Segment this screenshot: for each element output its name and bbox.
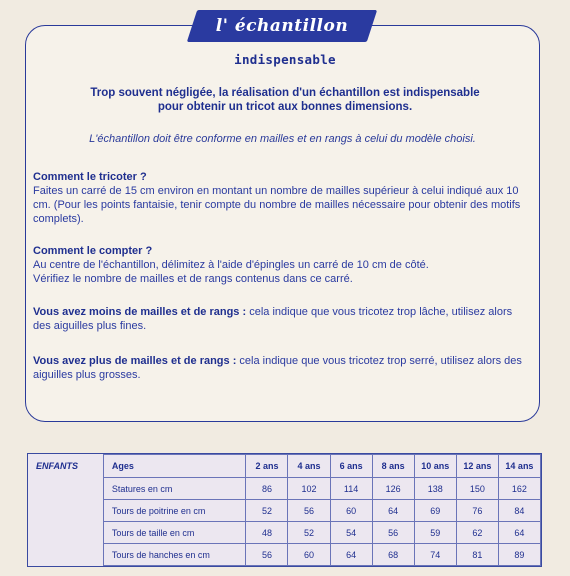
table-header-cell: 2 ans	[246, 455, 288, 478]
badge-title: l' échantillon	[215, 16, 349, 36]
table-cell: 86	[246, 478, 288, 500]
table-cell: 59	[414, 522, 456, 544]
section-count	[33, 244, 528, 286]
section-heading: Vous avez plus de mailles et de rangs :	[33, 355, 237, 367]
table-cell: 89	[498, 544, 540, 566]
table-cell: 52	[246, 500, 288, 522]
table-row	[28, 522, 541, 544]
table-cell: 64	[330, 544, 372, 566]
row-label: Tours de hanches en cm	[103, 544, 246, 566]
table-cell: 56	[246, 544, 288, 566]
table-header-row	[28, 455, 541, 478]
section-heading: Comment le compter ?	[33, 245, 153, 257]
section-fewer	[33, 305, 528, 333]
section-text: cela indique que vous tricotez trop serré, utilisez alors des aiguilles plus grosses.	[33, 355, 522, 381]
section-heading: Comment le tricoter ?	[33, 171, 147, 183]
row-label: Tours de poitrine en cm	[103, 500, 246, 522]
table-header-label: Ages	[103, 455, 246, 478]
table-header-cell: 14 ans	[498, 455, 540, 478]
table-cell-empty	[28, 522, 103, 544]
table-header-cell: 6 ans	[330, 455, 372, 478]
size-table-grid	[28, 454, 541, 566]
table-header-cell: 8 ans	[372, 455, 414, 478]
table-cell: 62	[456, 522, 498, 544]
table-cell: 60	[330, 500, 372, 522]
section-heading: Vous avez moins de mailles et de rangs :	[33, 306, 247, 318]
intro-text	[60, 86, 510, 114]
table-cell: 64	[498, 522, 540, 544]
table-cell: 69	[414, 500, 456, 522]
table-cell: 114	[330, 478, 372, 500]
table-cell: 56	[288, 500, 330, 522]
table-cell: 64	[372, 500, 414, 522]
table-cell: 81	[456, 544, 498, 566]
section-knit	[33, 170, 528, 226]
subtitle	[0, 52, 570, 67]
intro-line-1: Trop souvent négligée, la réalisation d'un échantillon est indispensable	[90, 87, 480, 99]
table-row	[28, 544, 541, 566]
size-table	[27, 453, 542, 567]
table-cell: 52	[288, 522, 330, 544]
table-category: ENFANTS	[28, 455, 103, 478]
table-cell-empty	[28, 500, 103, 522]
table-cell: 76	[456, 500, 498, 522]
table-cell: 74	[414, 544, 456, 566]
table-cell: 60	[288, 544, 330, 566]
table-cell: 84	[498, 500, 540, 522]
section-more	[33, 354, 528, 382]
row-label: Statures en cm	[103, 478, 246, 500]
section-text: Faites un carré de 15 cm environ en montant un nombre de mailles supérieur à celui indiqué aux 10 cm. (Pour les points fantaisie, tenir compte du nombre de mailles nécessaire pour obtenir des motifs complets).	[33, 185, 521, 225]
table-cell-empty	[28, 478, 103, 500]
table-header-cell: 10 ans	[414, 455, 456, 478]
intro-line-2: pour obtenir un tricot aux bonnes dimensions.	[157, 101, 413, 113]
table-cell: 68	[372, 544, 414, 566]
table-cell: 48	[246, 522, 288, 544]
section-text: cela indique que vous tricotez trop lâche, utilisez alors des aiguilles plus fines.	[33, 306, 513, 332]
section-text: Au centre de l'échantillon, délimitez à l'aide d'épingles un carré de 10 cm de côté.	[33, 259, 429, 271]
table-row	[28, 478, 541, 500]
subtitle-text: indispensable	[228, 52, 342, 67]
table-cell: 102	[288, 478, 330, 500]
table-cell-empty	[28, 544, 103, 566]
conformity-note: L'échantillon doit être conforme en mailles et en rangs à celui du modèle choisi.	[89, 133, 476, 145]
table-header-cell: 12 ans	[456, 455, 498, 478]
table-cell: 56	[372, 522, 414, 544]
table-cell: 54	[330, 522, 372, 544]
table-row	[28, 500, 541, 522]
table-cell: 126	[372, 478, 414, 500]
table-cell: 150	[456, 478, 498, 500]
table-cell: 162	[498, 478, 540, 500]
table-header-cell: 4 ans	[288, 455, 330, 478]
row-label: Tours de taille en cm	[103, 522, 246, 544]
table-cell: 138	[414, 478, 456, 500]
section-text-2: Vérifiez le nombre de mailles et de rangs contenus dans ce carré.	[33, 273, 353, 285]
